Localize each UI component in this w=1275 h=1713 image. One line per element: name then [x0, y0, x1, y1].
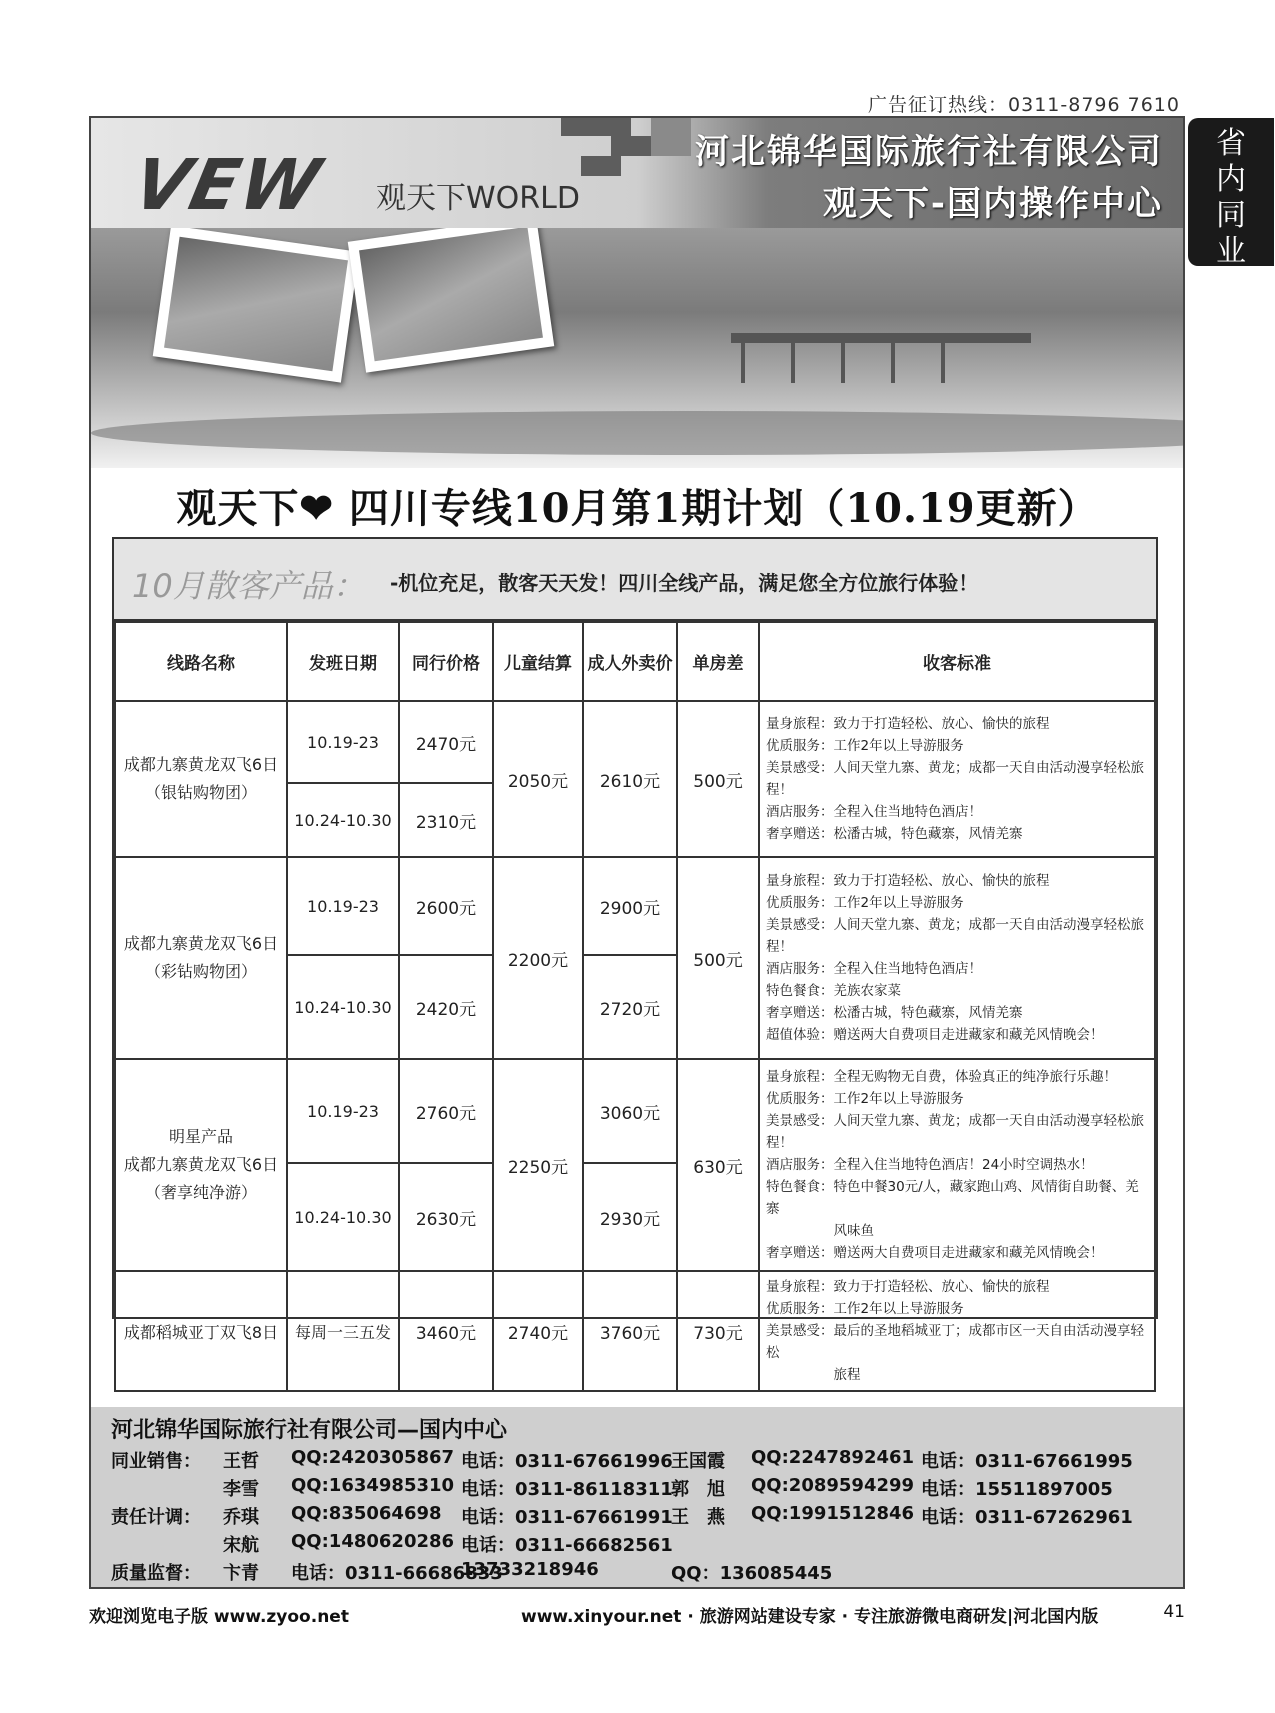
- contact-cell: QQ:1991512846: [751, 1503, 915, 1524]
- table-row: [115, 701, 1155, 783]
- standard-item: 量身旅程：致力于打造轻松、放心、愉快的旅程: [766, 716, 1050, 732]
- standard-item: 优质服务：工作2年以上导游服务: [766, 738, 964, 754]
- standard-item: 酒店服务：全程入住当地特色酒店！: [766, 961, 982, 977]
- contact-cell: QQ：136085445: [671, 1563, 833, 1584]
- depart-date: 10.19-23: [287, 857, 399, 955]
- standard-item: 优质服务：工作2年以上导游服务: [766, 1301, 964, 1317]
- route-name: 成都九寨黄龙双飞6日 （彩钻购物团）: [115, 857, 287, 1059]
- standard-item: 美景感受：人间天堂九寨、黄龙；成都一天自由活动漫享轻松旅程！: [766, 1113, 1144, 1151]
- single-supplement: 500元: [677, 701, 759, 857]
- contact-block: [91, 1407, 1183, 1587]
- subhead-tagline: 10月散客产品：: [132, 567, 365, 605]
- route-name: 明星产品 成都九寨黄龙双飞6日 （奢享纯净游）: [115, 1059, 287, 1271]
- contact-title: 河北锦华国际旅行社有限公司—国内中心: [111, 1418, 508, 1443]
- contact-cell: 郭 旭: [671, 1479, 725, 1500]
- adult-price: 2610元: [583, 701, 677, 857]
- page-number: 41: [1163, 1602, 1185, 1622]
- contact-cell: 电话：15511897005: [921, 1479, 1113, 1500]
- standard-item: 奢享赠送：松潘古城，特色藏寨，风情羌寨: [766, 826, 1023, 842]
- contact-cell: 电话：0311-67661996: [461, 1451, 673, 1472]
- peer-price: 2630元: [399, 1163, 493, 1271]
- standard-item: 美景感受：最后的圣地稻城亚丁；成都市区一天自由活动漫享轻松 旅程: [766, 1323, 1144, 1383]
- peer-price: 2600元: [399, 857, 493, 955]
- contact-cell: 电话：0311-86118311: [461, 1479, 673, 1500]
- product-subhead: [114, 539, 1156, 621]
- adult-price: 2900元: [583, 857, 677, 955]
- peer-price: 2310元: [399, 783, 493, 857]
- standards-list: [759, 1271, 1155, 1391]
- standard-item: 奢享赠送：赠送两大自费项目走进藏家和藏羌风情晚会！: [766, 1245, 1104, 1261]
- depart-date: 10.19-23: [287, 701, 399, 783]
- standard-item: 酒店服务：全程入住当地特色酒店！24小时空调热水！: [766, 1157, 1094, 1173]
- header-banner: [91, 118, 1183, 228]
- contact-cell: 王国霞: [671, 1451, 725, 1472]
- col-child: 儿童结算: [493, 622, 583, 701]
- adult-price: 3760元: [583, 1271, 677, 1391]
- child-price: 2200元: [493, 857, 583, 1059]
- logo-text: VEW: [126, 144, 329, 226]
- depart-date: 10.24-10.30: [287, 783, 399, 857]
- product-panel: [112, 537, 1158, 1383]
- standard-item: 酒店服务：全程入住当地特色酒店！: [766, 804, 982, 820]
- contact-cell: 同业销售：: [111, 1451, 201, 1472]
- contact-cell: 卞青: [223, 1563, 259, 1584]
- subhead-slogan: -机位充足，散客天天发！四川全线产品，满足您全方位旅行体验！: [390, 571, 979, 595]
- col-route: 线路名称: [115, 622, 287, 701]
- contact-cell: 责任计调：: [111, 1507, 201, 1528]
- standard-item: 美景感受：人间天堂九寨、黄龙；成都一天自由活动漫享轻松旅程！: [766, 917, 1144, 955]
- col-standards: 收客标准: [759, 622, 1155, 701]
- contact-cell: 李雪: [223, 1479, 259, 1500]
- standard-item: 美景感受：人间天堂九寨、黄龙；成都一天自由活动漫享轻松旅程！: [766, 760, 1144, 798]
- standard-item: 量身旅程：全程无购物无自费，体验真正的纯净旅行乐趣！: [766, 1069, 1117, 1085]
- dock-illustration: [91, 228, 1183, 468]
- route-name: 成都九寨黄龙双飞6日 （银钻购物团）: [115, 701, 287, 857]
- single-supplement: 730元: [677, 1271, 759, 1391]
- standard-item: 量身旅程：致力于打造轻松、放心、愉快的旅程: [766, 1279, 1050, 1295]
- col-adult: 成人外卖价: [583, 622, 677, 701]
- ad-hotline: 广告征订热线：0311-8796 7610: [868, 94, 1180, 116]
- footer-right: www.xinyour.net · 旅游网站建设专家 · 专注旅游微电商研发|河北国内版: [521, 1607, 1099, 1627]
- contact-cell: QQ:1634985310: [291, 1475, 455, 1496]
- contact-cell: QQ:835064698: [291, 1503, 442, 1524]
- contact-cell: QQ:2247892461: [751, 1447, 915, 1468]
- child-price: 2250元: [493, 1059, 583, 1271]
- contact-cell: 王 燕: [671, 1507, 725, 1528]
- contact-cell: QQ:2420305867: [291, 1447, 455, 1468]
- col-single: 单房差: [677, 622, 759, 701]
- table-row: [115, 1059, 1155, 1163]
- single-supplement: 630元: [677, 1059, 759, 1271]
- adult-price: 3060元: [583, 1059, 677, 1163]
- hero-landscape: [91, 228, 1183, 468]
- single-supplement: 500元: [677, 857, 759, 1059]
- contact-cell: 13733218946: [461, 1559, 599, 1580]
- col-date: 发班日期: [287, 622, 399, 701]
- table-row: [115, 857, 1155, 955]
- footer-left: 欢迎浏览电子版 www.zyoo.net: [89, 1607, 349, 1627]
- contact-cell: 电话：0311-67262961: [921, 1507, 1133, 1528]
- depart-date: 10.24-10.30: [287, 1163, 399, 1271]
- depart-date: 10.19-23: [287, 1059, 399, 1163]
- section-tab-label: 省内同业: [1216, 126, 1246, 269]
- depart-date: 每周一三五发: [287, 1271, 399, 1391]
- contact-cell: 质量监督：: [111, 1563, 201, 1584]
- standards-list: [759, 857, 1155, 1059]
- table-row: [115, 1271, 1155, 1391]
- itinerary-table: [114, 621, 1156, 1392]
- standards-list: [759, 701, 1155, 857]
- peer-price: 3460元: [399, 1271, 493, 1391]
- standard-item: 奢享赠送：松潘古城，特色藏寨，风情羌寨: [766, 1005, 1023, 1021]
- contact-cell: 电话：0311-66686833: [291, 1563, 503, 1584]
- contact-cell: 电话：0311-67661991: [461, 1507, 673, 1528]
- section-tab: [1188, 118, 1274, 269]
- standard-item: 超值体验：赠送两大自费项目走进藏家和藏羌风情晚会！: [766, 1027, 1104, 1043]
- standard-item: 特色餐食：羌族农家菜: [766, 983, 901, 999]
- child-price: 2050元: [493, 701, 583, 857]
- logo-subtitle: 观天下WORLD: [376, 181, 580, 216]
- contact-cell: 宋航: [223, 1535, 259, 1556]
- contact-cell: QQ:1480620286: [291, 1531, 455, 1552]
- contact-cell: 王哲: [223, 1451, 259, 1472]
- contact-cell: 乔琪: [223, 1507, 259, 1528]
- table-header-row: [115, 622, 1155, 701]
- standard-item: 量身旅程：致力于打造轻松、放心、愉快的旅程: [766, 873, 1050, 889]
- company-name: 河北锦华国际旅行社有限公司: [695, 132, 1163, 172]
- adult-price: 2930元: [583, 1163, 677, 1271]
- standard-item: 特色餐食：特色中餐30元/人，藏家跑山鸡、风情街自助餐、羌寨 风味鱼: [766, 1179, 1139, 1239]
- page-title: 观天下❤ 四川专线10月第1期计划（10.19更新）: [176, 485, 1099, 532]
- col-peer-price: 同行价格: [399, 622, 493, 701]
- contact-cell: 电话：0311-67661995: [921, 1451, 1133, 1472]
- depart-date: 10.24-10.30: [287, 955, 399, 1059]
- route-name: 成都稻城亚丁双飞8日: [115, 1271, 287, 1391]
- child-price: 2740元: [493, 1271, 583, 1391]
- peer-price: 2470元: [399, 701, 493, 783]
- operation-center: 观天下-国内操作中心: [822, 184, 1163, 224]
- standards-list: [759, 1059, 1155, 1271]
- peer-price: 2420元: [399, 955, 493, 1059]
- standard-item: 优质服务：工作2年以上导游服务: [766, 1091, 964, 1107]
- peer-price: 2760元: [399, 1059, 493, 1163]
- adult-price: 2720元: [583, 955, 677, 1059]
- contact-cell: QQ:2089594299: [751, 1475, 915, 1496]
- standard-item: 优质服务：工作2年以上导游服务: [766, 895, 964, 911]
- contact-cell: 电话：0311-66682561: [461, 1535, 673, 1556]
